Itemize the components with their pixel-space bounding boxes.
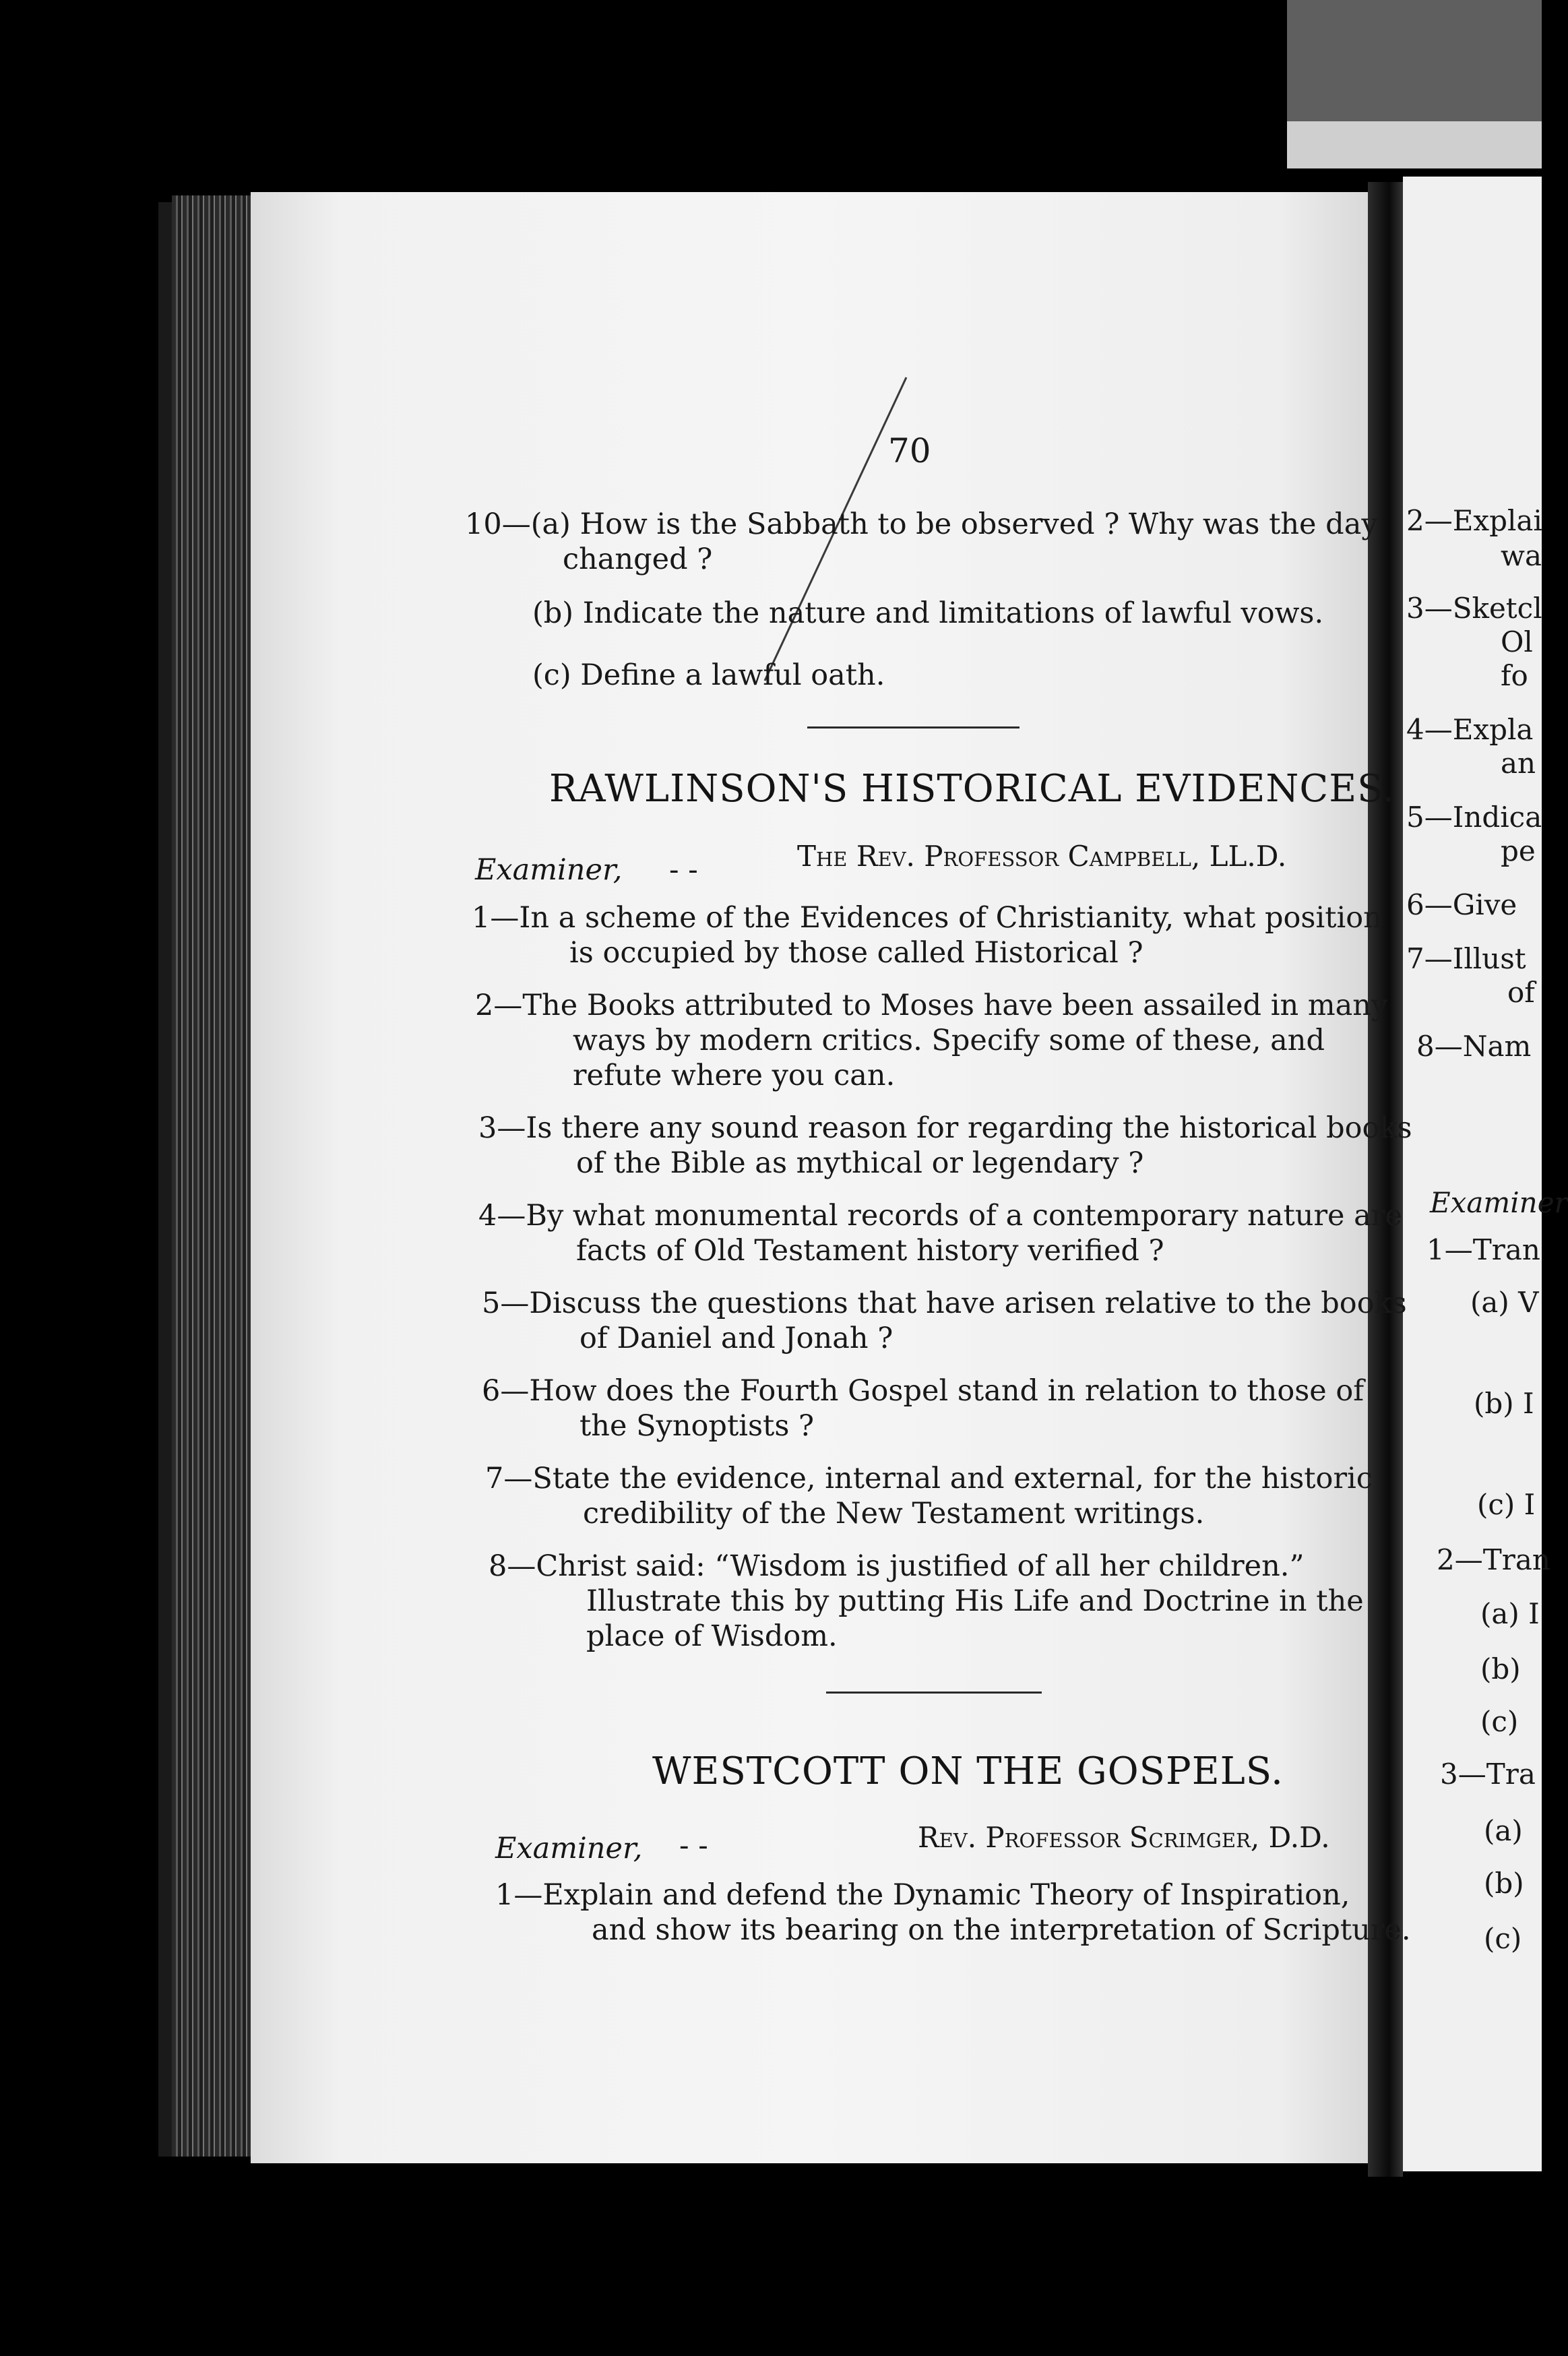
examiner-label: Examiner, [475, 853, 623, 887]
question-10a-line2: changed ? [563, 542, 713, 576]
section-divider [807, 726, 1020, 728]
question-10a-line1: 10—(a) How is the Sabbath to be observed ? Why was the day [465, 507, 1378, 541]
page-number: 70 [888, 431, 931, 470]
rawlinson-q5-line2: of Daniel and Jonah ? [579, 1322, 893, 1355]
right-fragment: an [1501, 747, 1536, 780]
rawlinson-q1-line2: is occupied by those called Historical ? [569, 936, 1143, 970]
examiner-dashes: - - [669, 853, 698, 887]
right-fragment: 2—Explai [1406, 504, 1542, 537]
right-fragment: (b) I [1474, 1387, 1534, 1420]
rawlinson-q2-line1: 2—The Books attributed to Moses have been assailed in many [475, 989, 1388, 1022]
examiner-label: Examiner, [495, 1832, 643, 1865]
right-fragment: 4—Expla [1406, 713, 1534, 746]
right-fragment: 7—Illust [1406, 942, 1526, 975]
book-gutter [1368, 182, 1403, 2177]
right-fragment: fo [1501, 659, 1528, 692]
rawlinson-q4-line2: facts of Old Testament history verified ? [576, 1234, 1164, 1268]
right-fragment: 5—Indica [1406, 801, 1542, 834]
right-fragment: (c) [1480, 1705, 1519, 1738]
right-fragment: (b) [1480, 1652, 1521, 1685]
right-fragment: 8—Nam [1416, 1030, 1532, 1063]
section-divider [826, 1692, 1042, 1694]
rawlinson-q5-line1: 5—Discuss the questions that have arisen relative to the books [482, 1286, 1407, 1320]
rawlinson-q3-line2: of the Bible as mythical or legendary ? [576, 1146, 1144, 1180]
right-fragment: (c) I [1477, 1488, 1536, 1521]
right-page [1403, 177, 1568, 2171]
right-fragment: (b) [1484, 1867, 1524, 1900]
rawlinson-q6-line1: 6—How does the Fourth Gospel stand in relation to those of [482, 1374, 1365, 1408]
question-10c: (c) Define a lawful oath. [532, 658, 885, 692]
rawlinson-q7-line1: 7—State the evidence, internal and external, for the historic [485, 1462, 1373, 1495]
rawlinson-q8-line2: Illustrate this by putting His Life and Doctrine in the [586, 1584, 1364, 1618]
right-fragment: 6—Give [1406, 888, 1517, 921]
right-fragment: of [1507, 976, 1535, 1009]
section-heading-rawlinson: RAWLINSON'S HISTORICAL EVIDENCES. [549, 767, 1395, 811]
rawlinson-q1-line1: 1—In a scheme of the Evidences of Christianity, what position [472, 901, 1382, 935]
right-fragment: 3—Sketcl [1406, 592, 1542, 625]
rawlinson-q3-line1: 3—Is there any sound reason for regarding the historical books [478, 1111, 1412, 1145]
scan-background-strip [1287, 121, 1542, 168]
book-page-edges [172, 195, 253, 2157]
right-fragment: (a) I [1480, 1597, 1540, 1630]
rawlinson-q7-line2: credibility of the New Testament writings. [583, 1497, 1205, 1530]
right-fragment: 2—Tran [1437, 1543, 1550, 1576]
section-heading-westcott: WESTCOTT ON THE GOSPELS. [652, 1749, 1284, 1793]
rawlinson-q2-line2: ways by modern critics. Specify some of these, and [573, 1024, 1325, 1057]
right-fragment: (a) [1484, 1814, 1523, 1847]
rawlinson-q6-line2: the Synoptists ? [579, 1409, 815, 1443]
rawlinson-q8-line3: place of Wisdom. [586, 1619, 838, 1653]
right-fragment: Ol [1501, 625, 1533, 658]
question-10b: (b) Indicate the nature and limitations of lawful vows. [532, 596, 1324, 630]
right-fragment: wa [1501, 539, 1542, 572]
right-fragment: 3—Tra [1440, 1758, 1536, 1791]
examiner-name: Rev. Professor Scrimger, D.D. [918, 1821, 1330, 1854]
right-fragment: (c) [1484, 1922, 1522, 1955]
rawlinson-q2-line3: refute where you can. [573, 1059, 896, 1092]
westcott-q1-line2: and show its bearing on the interpretation of Scripture. [592, 1913, 1411, 1947]
examiner-dashes: - - [679, 1829, 708, 1863]
right-fragment: 1—Tran [1426, 1233, 1540, 1266]
examiner-name: The Rev. Professor Campbell, LL.D. [797, 840, 1287, 873]
right-fragment: (a) V [1470, 1286, 1539, 1319]
rawlinson-q8-line1: 8—Christ said: “Wisdom is justified of all her children.” [489, 1549, 1305, 1583]
rawlinson-q4-line1: 4—By what monumental records of a contemporary nature are [478, 1199, 1402, 1233]
westcott-q1-line1: 1—Explain and defend the Dynamic Theory of Inspiration, [495, 1878, 1350, 1912]
right-fragment: Examiner [1430, 1186, 1568, 1219]
right-fragment: pe [1501, 834, 1536, 867]
